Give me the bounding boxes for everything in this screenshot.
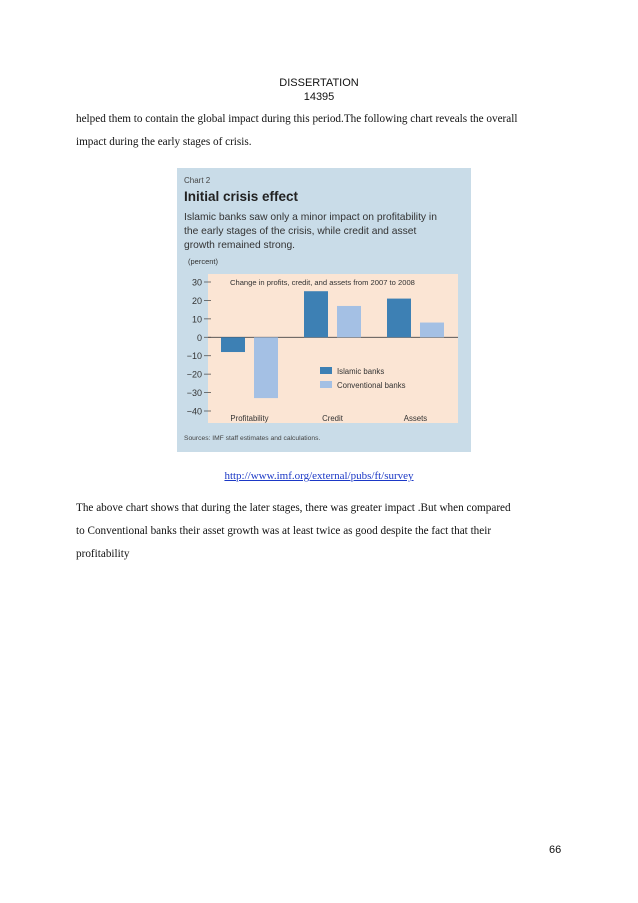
legend-swatch — [320, 367, 332, 374]
legend-label: Conventional banks — [337, 381, 406, 390]
plot-area — [208, 274, 458, 423]
chart-source: Sources: IMF staff estimates and calculations. — [184, 435, 321, 442]
page-number: 66 — [549, 844, 562, 856]
source-link[interactable]: http://www.imf.org/external/pubs/ft/survey — [224, 470, 414, 482]
paragraph-line: impact during the early stages of crisis. — [76, 136, 252, 148]
chart-figure — [177, 168, 471, 452]
bar-assets-islamic — [387, 299, 411, 338]
y-tick-label: −20 — [186, 369, 202, 380]
chart-subtitle-line-3: growth remained strong. — [184, 240, 296, 251]
bar-assets-conventional — [420, 323, 444, 338]
paragraph-line: profitability — [76, 548, 130, 560]
header-number: 14395 — [303, 91, 335, 103]
header-title: DISSERTATION — [279, 77, 359, 89]
bar-profitability-islamic — [221, 337, 245, 352]
bar-profitability-conventional — [254, 337, 278, 398]
x-tick-label: Credit — [322, 414, 343, 423]
paragraph-line: helped them to contain the global impact during this period.The following chart reveals the overall — [76, 113, 518, 125]
y-tick-label: −30 — [186, 388, 202, 399]
chart-annotation: Change in profits, credit, and assets from 2007 to 2008 — [230, 278, 415, 287]
x-tick-label: Assets — [403, 414, 428, 423]
chart-title: Initial crisis effect — [184, 189, 299, 204]
x-tick-label: Profitability — [230, 414, 269, 423]
legend-swatch — [320, 381, 332, 388]
chart-subtitle-line-2: the early stages of the crisis, while credit and asset — [184, 226, 417, 237]
chart-label: Chart 2 — [184, 176, 211, 185]
y-tick-label: 20 — [191, 295, 202, 306]
y-tick-label: 30 — [191, 277, 202, 288]
paragraph-analysis — [76, 497, 576, 566]
chart-subtitle-line-1: Islamic banks saw only a minor impact on profitability in — [184, 212, 437, 223]
y-tick-label: 10 — [191, 314, 202, 325]
paragraph-line: to Conventional banks their asset growth was at least twice as good despite the fact that their — [76, 525, 492, 537]
y-tick-label: −10 — [186, 351, 202, 362]
legend-label: Islamic banks — [337, 367, 385, 376]
chart-unit: (percent) — [188, 257, 219, 266]
y-tick-label: 0 — [196, 332, 202, 343]
bar-credit-islamic — [304, 291, 328, 337]
paragraph-line: The above chart shows that during the later stages, there was greater impact .But when compared — [76, 502, 511, 514]
bar-credit-conventional — [337, 306, 361, 337]
paragraph-intro — [76, 108, 576, 154]
y-tick-label: −40 — [186, 406, 202, 417]
chart-svg — [177, 168, 471, 452]
